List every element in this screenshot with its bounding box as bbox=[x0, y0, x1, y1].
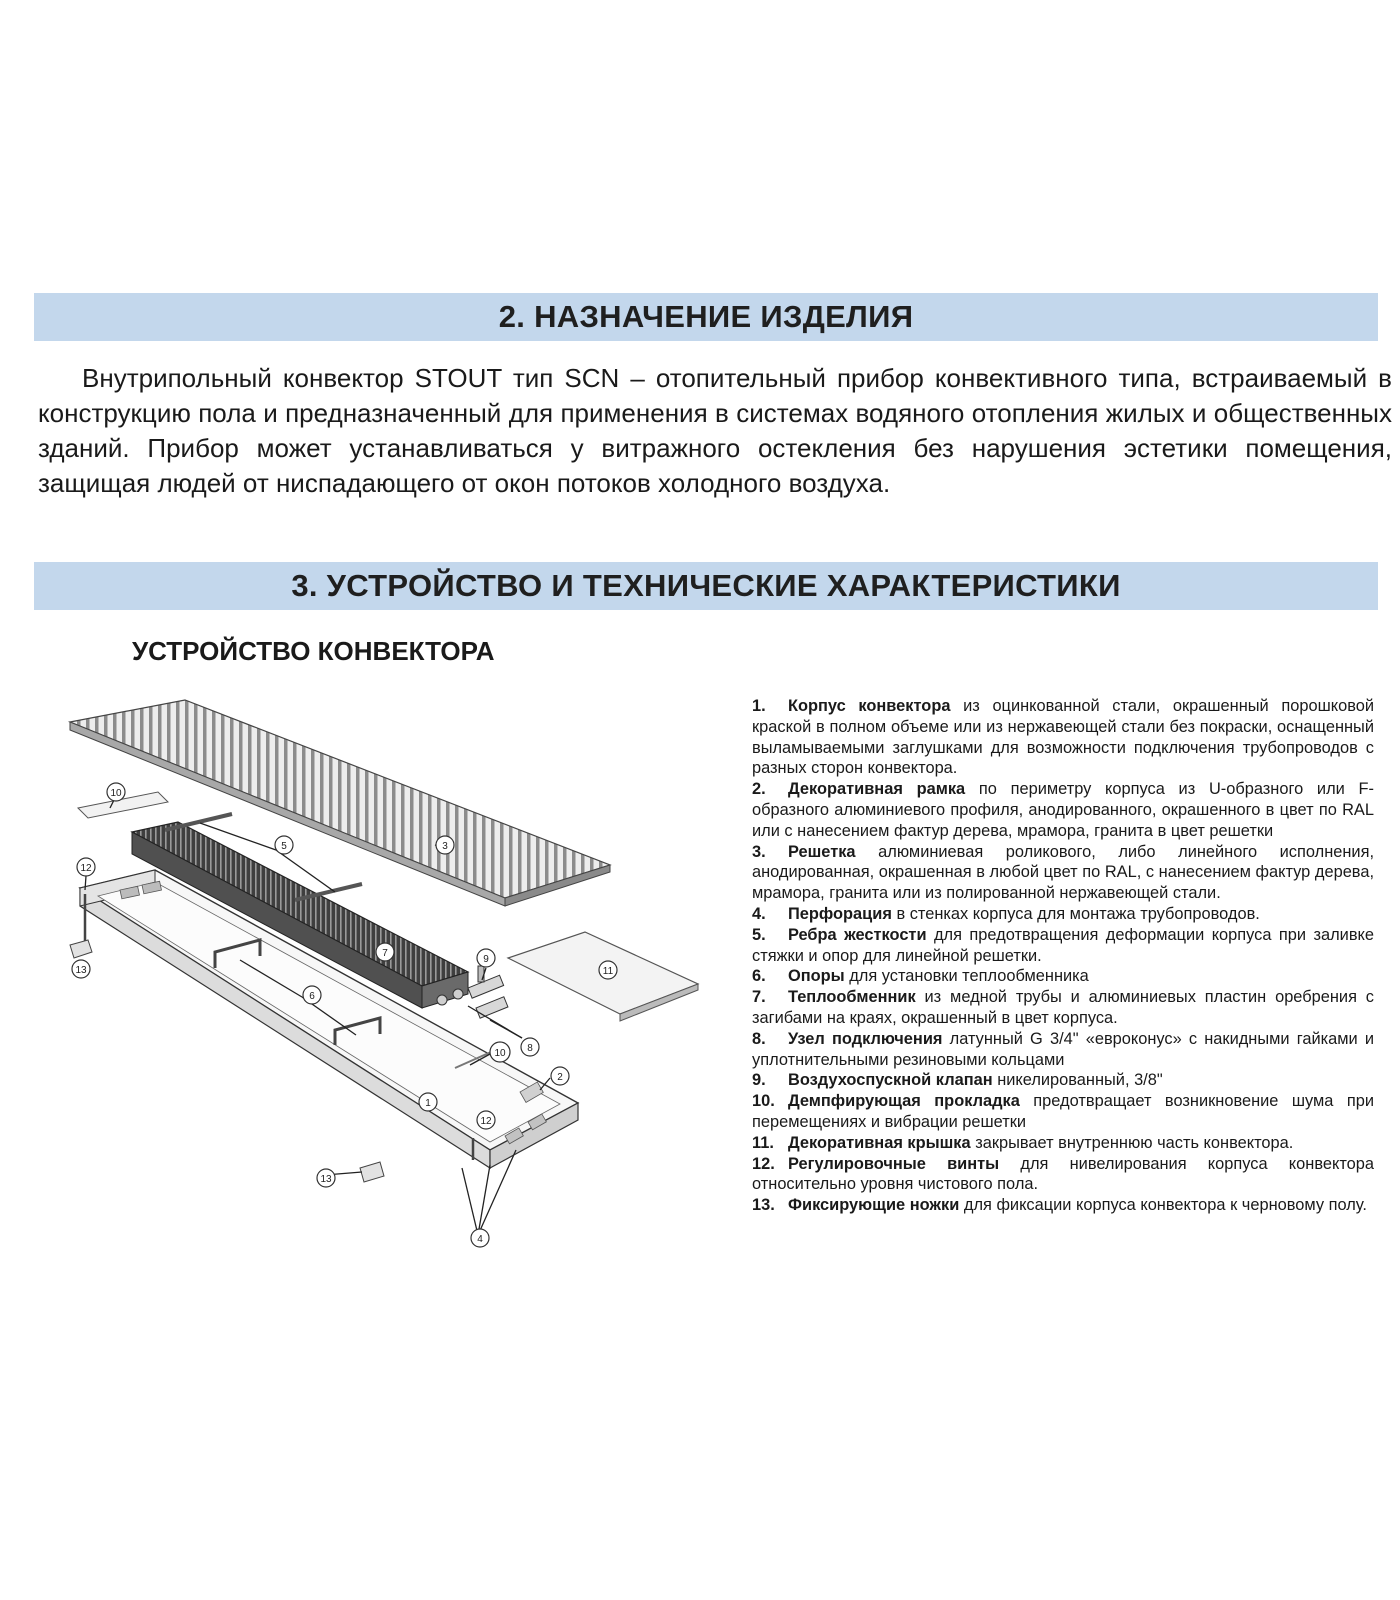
svg-text:6: 6 bbox=[309, 991, 315, 1002]
callout-8 bbox=[521, 1038, 539, 1056]
svg-text:7: 7 bbox=[382, 948, 388, 959]
svg-text:12: 12 bbox=[80, 863, 92, 874]
svg-text:13: 13 bbox=[320, 1174, 332, 1185]
svg-text:13: 13 bbox=[75, 965, 87, 976]
callout-6 bbox=[303, 986, 321, 1004]
legend-item: 7. Теплообменник из медной трубы и алюминиевых пластин оребрения с загибами на краях, окрашенный в цвет корпуса. bbox=[752, 988, 1374, 1027]
component-legend bbox=[752, 696, 1374, 1216]
callout-9 bbox=[477, 949, 495, 967]
section-3-title: 3. УСТРОЙСТВО И ТЕХНИЧЕСКИЕ ХАРАКТЕРИСТИКИ bbox=[291, 568, 1121, 603]
svg-text:12: 12 bbox=[480, 1116, 492, 1127]
device-subtitle: УСТРОЙСТВО КОНВЕКТОРА bbox=[132, 636, 495, 666]
svg-text:4: 4 bbox=[477, 1234, 483, 1245]
legend-item: 1. Корпус конвектора из оцинкованной стали, окрашенный порошковой краской в полном объеме или из нержавеющей стали без покраски, оснащенный выламываемыми заглушками для возможности подключения трубопроводов с разных сторон конвектора. bbox=[752, 697, 1374, 778]
svg-text:1: 1 bbox=[425, 1098, 431, 1109]
legend-item: 10. Демпфирующая прокладка предотвращает возникновение шума при перемещениях и вибрации решетки bbox=[752, 1092, 1374, 1131]
svg-text:8: 8 bbox=[527, 1043, 533, 1054]
callout-5 bbox=[275, 836, 293, 854]
connection-unit-part bbox=[468, 966, 508, 1018]
callout-3 bbox=[436, 836, 454, 854]
callout-4 bbox=[471, 1229, 489, 1247]
legend-item: 12. Регулировочные винты для нивелирования корпуса конвектора относительно уровня чистового пола. bbox=[752, 1154, 1374, 1194]
legend-item: 6. Опоры для установки теплообменника bbox=[752, 967, 1089, 986]
callout-11 bbox=[107, 783, 125, 801]
legend-item: 11. Декоративная крышка закрывает внутреннюю часть конвектора. bbox=[752, 1133, 1294, 1152]
legend-item: 3. Решетка алюминиевая роликового, либо линейного исполнения, анодированная, окрашенная в любой цвет по RAL, с нанесением фактур дерева, мрамора, гранита или из полированной нержавеющей стали. bbox=[752, 842, 1374, 903]
svg-text:2: 2 bbox=[557, 1072, 563, 1083]
legend-item: 5. Ребра жесткости для предотвращения деформации корпуса при заливке стяжки и опор для линейной решетки. bbox=[752, 925, 1374, 965]
svg-text:10: 10 bbox=[494, 1048, 506, 1059]
svg-text:11: 11 bbox=[602, 966, 614, 977]
legend-item: 2. Декоративная рамка по периметру корпуса из U-образного или F-образного алюминиевого профиля, анодированного, окрашенного в цвет по RAL или с нанесением фактур дерева, мрамора, гранита в цвет решетки bbox=[752, 780, 1374, 840]
callout-7 bbox=[376, 943, 394, 961]
legend-item: 4. Перфорация в стенках корпуса для монтажа трубопроводов. bbox=[752, 904, 1260, 923]
svg-text:3: 3 bbox=[442, 841, 448, 852]
section-2-title: 2. НАЗНАЧЕНИЕ ИЗДЕЛИЯ bbox=[498, 299, 914, 334]
legend-item: 9. Воздухоспускной клапан никелированный, 3/8" bbox=[752, 1071, 1163, 1090]
callout-2 bbox=[551, 1067, 569, 1085]
callout-10 bbox=[490, 1042, 510, 1062]
svg-text:10: 10 bbox=[110, 788, 122, 799]
legend-item: 13. Фиксирующие ножки для фиксации корпуса конвектора к черновому полу. bbox=[752, 1196, 1367, 1215]
callout-1 bbox=[419, 1093, 437, 1111]
section-2-header bbox=[34, 293, 1378, 341]
callout-11 bbox=[599, 961, 617, 979]
legend-item: 8. Узел подключения латунный G 3/4" «евроконус» с накидными гайками и уплотнительными резиновыми кольцами bbox=[752, 1029, 1374, 1069]
callout-13 bbox=[317, 1169, 335, 1187]
convector-exploded-diagram bbox=[50, 690, 750, 1290]
svg-text:9: 9 bbox=[483, 954, 489, 965]
callout-12 bbox=[77, 858, 95, 876]
section-3-header bbox=[34, 562, 1378, 610]
callout-13 bbox=[72, 960, 90, 978]
purpose-paragraph: Внутрипольный конвектор STOUT тип SCN – отопительный прибор конвективного типа, встраиваемый в конструкцию пола и предназначенный для применения в системах водяного отопления жилых и общественных зданий. Прибор может устанавливаться у витражного остекления без нарушения эстетики помещения, защищая людей от ниспадающего от окон потоков холодного воздуха. bbox=[38, 363, 1392, 498]
svg-text:5: 5 bbox=[281, 841, 287, 852]
callout-12 bbox=[477, 1111, 495, 1129]
